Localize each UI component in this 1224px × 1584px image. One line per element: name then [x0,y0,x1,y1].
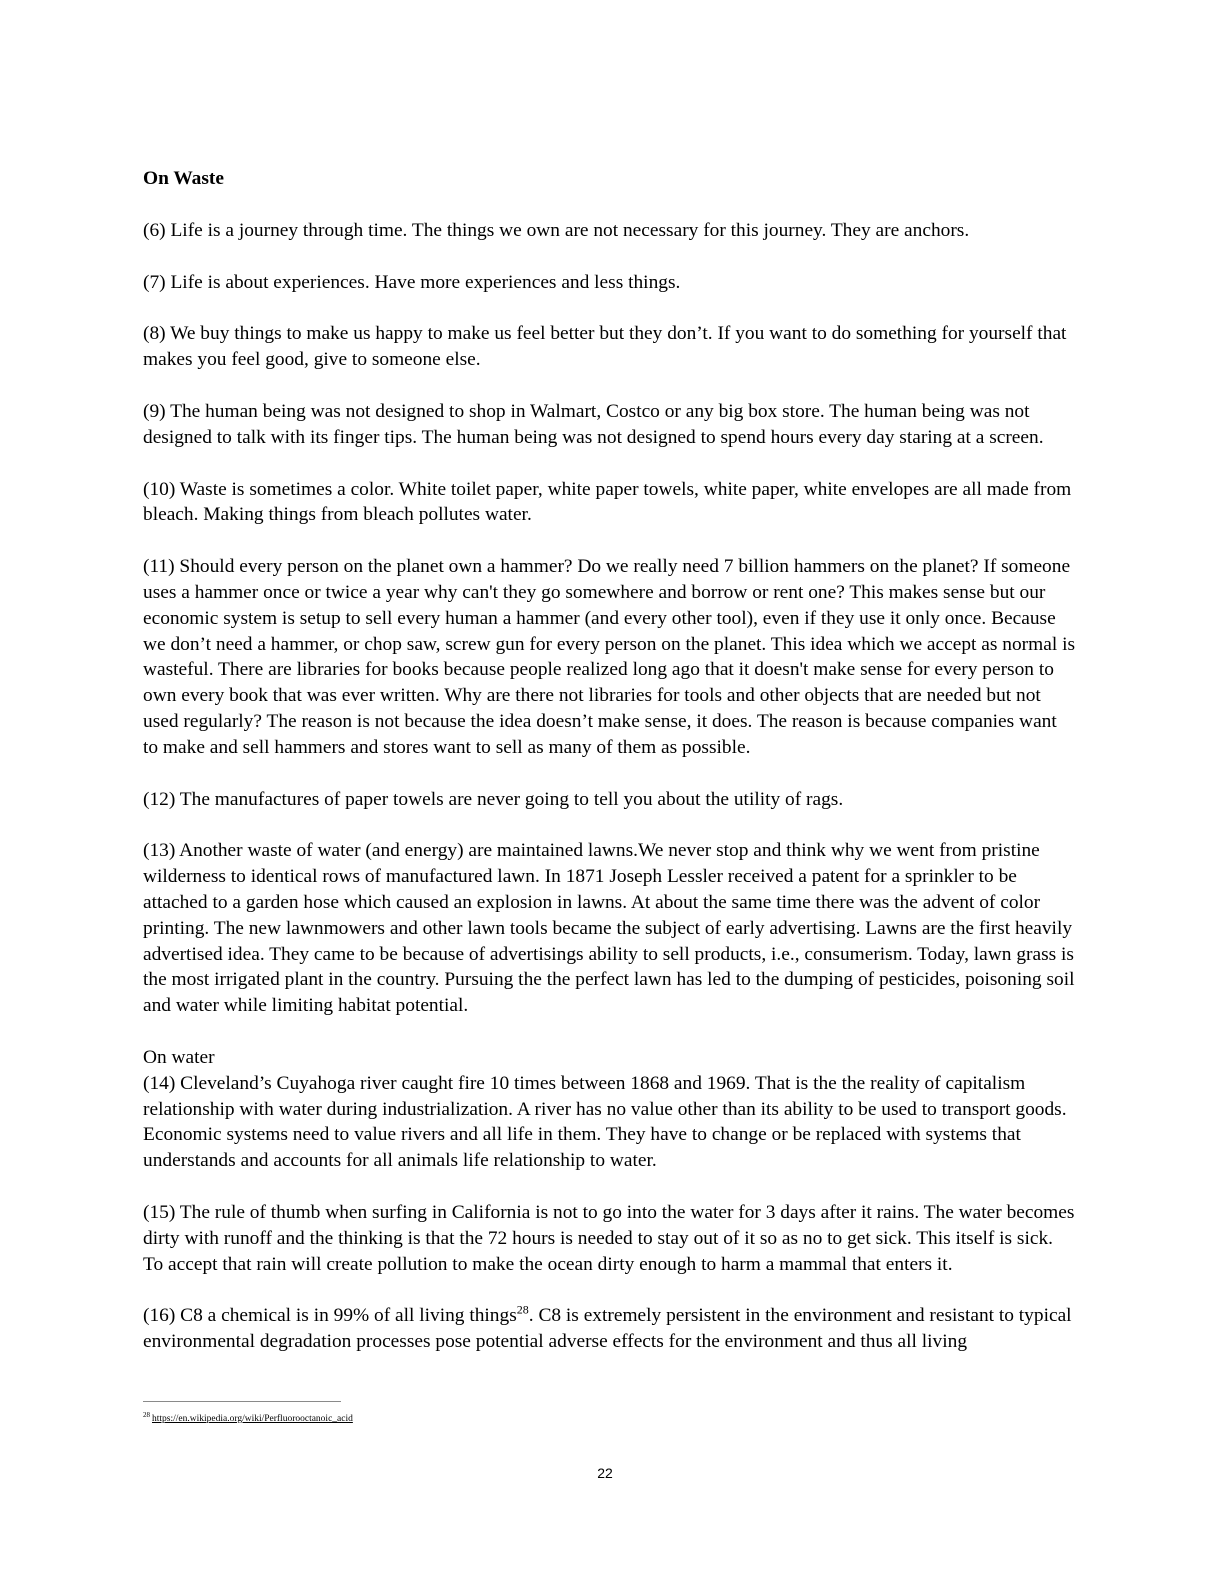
paragraph-14: (14) Cleveland’s Cuyahoga river caught fire 10 times between 1868 and 1969. That is the the reality of capitalism relationship with water during industrialization. A river has no value other than its ability to be used to transport goods. Economic systems need to value rivers and all life in them. They have to change or be replaced with systems that understands and accounts for all animals life relationship to water. [143,1072,1067,1172]
paragraph-7: (7) Life is about experiences. Have more experiences and less things. [143,271,681,293]
footnote-divider [143,1401,341,1402]
paragraph-16 [143,1303,1075,1355]
paragraph-10: (10) Waste is sometimes a color. White toilet paper, white paper towels, white paper, white envelopes are all made from bleach. Making things from bleach pollutes water. [143,478,1072,526]
page-number: 22 [597,1465,613,1481]
footnote-number: 28 [143,1410,150,1419]
footnote-link[interactable]: https://en.wikipedia.org/wiki/Perfluorooctanoic_acid [152,1414,353,1424]
page-body [143,166,1075,1355]
section-heading-on-waste: On Waste [143,168,224,189]
paragraph-8: (8) We buy things to make us happy to make us feel better but they don’t. If you want to do something for yourself that makes you feel good, give to someone else. [143,323,1067,371]
paragraph-15: (15) The rule of thumb when surfing in California is not to go into the water for 3 days after it rains. The water becomes dirty with runoff and the thinking is that the 72 hours is needed to stay out of it so as no to get sick. This itself is sick. To accept that rain will create pollution to make the ocean dirty enough to harm a mammal that enters it. [143,1201,1075,1275]
paragraph-9: (9) The human being was not designed to shop in Walmart, Costco or any big box store. The human being was not designed to talk with its finger tips. The human being was not designed to spend hours every day staring at a screen. [143,400,1044,448]
paragraph-16-text-start: (16) C8 a chemical is in 99% of all living things [143,1305,517,1327]
paragraph-6: (6) Life is a journey through time. The things we own are not necessary for this journey. They are anchors. [143,219,970,241]
section-label-on-water: On water [143,1046,215,1068]
footnote-reference[interactable]: 28 [516,1302,529,1317]
paragraph-16-text-end: . C8 is extremely persistent in the environment and resistant to typical environmental degradation processes pose potential adverse effects for the environment and thus all living [143,1305,1072,1353]
footnote [143,1410,353,1425]
paragraph-11: (11) Should every person on the planet own a hammer? Do we really need 7 billion hammers on the planet? If someone uses a hammer once or twice a year why can't they go somewhere and borrow or rent one? This makes sense but our economic system is setup to sell every human a hammer (and every other tool), even if they use it only once. Because we don’t need a hammer, or chop saw, screw gun for every person on the planet. This idea which we accept as normal is wasteful. There are libraries for books because people realized long ago that it doesn't make sense for every person to own every book that was ever written. Why are there not libraries for tools and other objects that are needed but not used regularly? The reason is not because the idea doesn’t make sense, it does. The reason is because companies want to make and sell hammers and stores want to sell as many of them as possible. [143,556,1075,758]
paragraph-13: (13) Another waste of water (and energy) are maintained lawns.We never stop and think why we went from pristine wilderness to identical rows of manufactured lawn. In 1871 Joseph Lessler received a patent for a sprinkler to be attached to a garden hose which caused an explosion in lawns. At about the same time there was the advent of color printing. The new lawnmowers and other lawn tools became the subject of early advertising. Lawns are the first heavily advertised idea. They came to be because of advertisings ability to sell products, i.e., consumerism. Today, lawn grass is the most irrigated plant in the country. Pursuing the the perfect lawn has led to the dumping of pesticides, poisoning soil and water while limiting habitat potential. [143,840,1075,1017]
paragraph-12: (12) The manufactures of paper towels are never going to tell you about the utility of rags. [143,788,844,810]
